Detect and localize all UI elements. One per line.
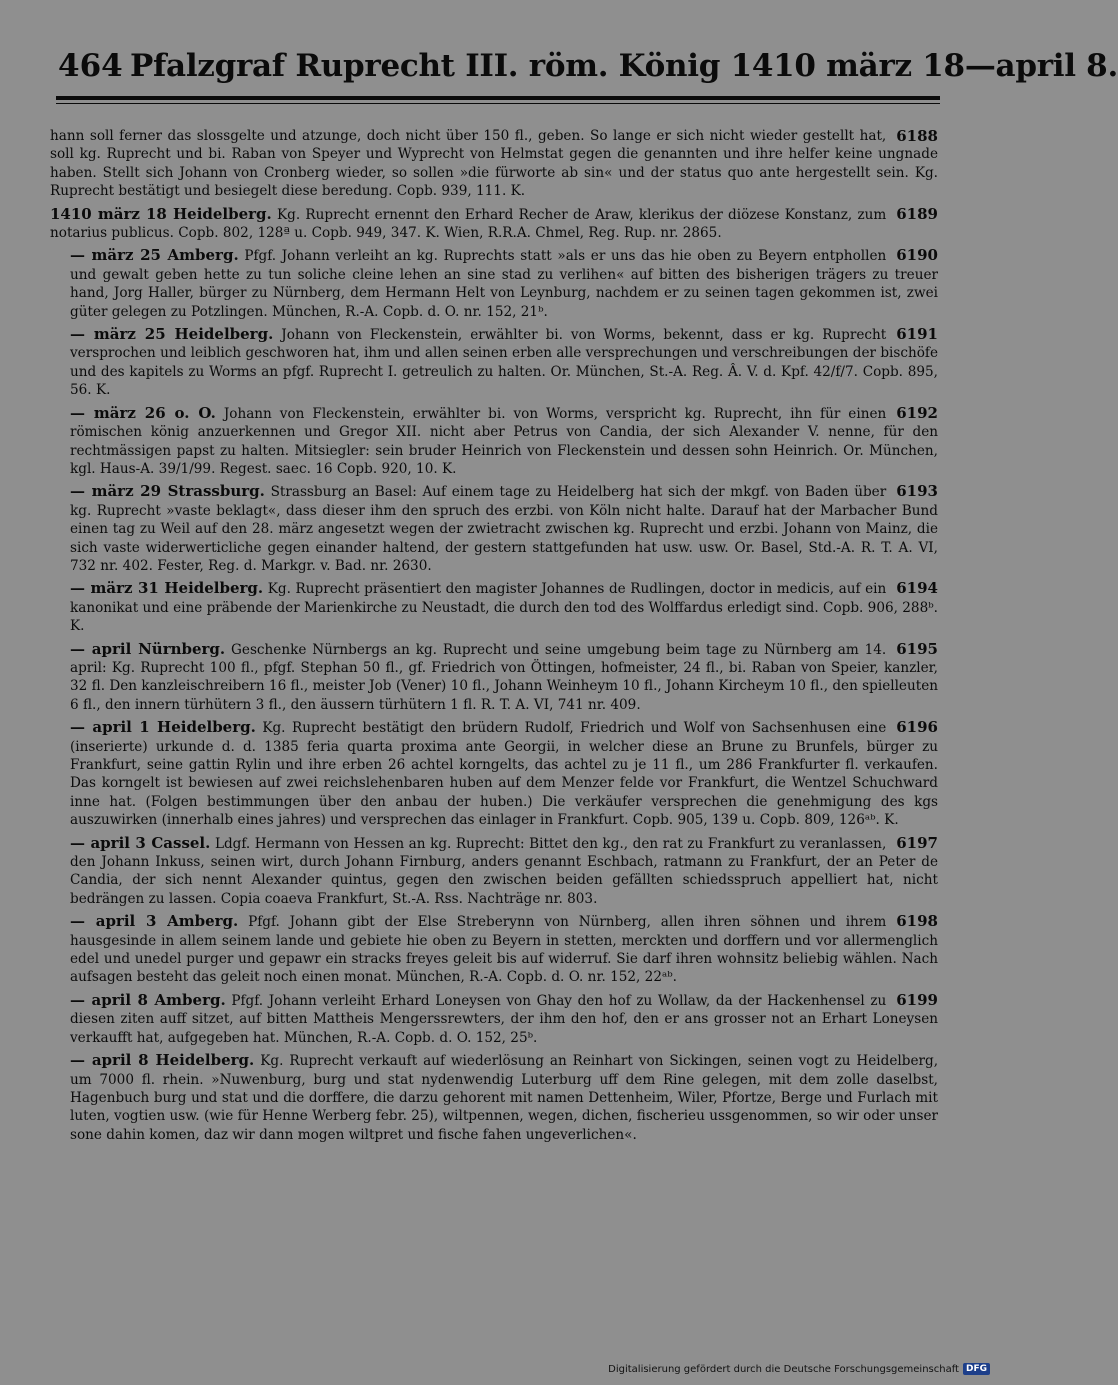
entry-number: 6195 [896, 639, 938, 658]
regest-entry [50, 246, 938, 321]
entry-body: Pfgf. Johann gibt der Else Streberynn von Nürnberg, allen ihren söhnen und ihrem hausgesinde in allem seinem lande und gebiete hie oben zu Beyern in stetten, merckten und dorffern und vor allermenglich edel und unedel purger und gepawr ein stracks freyes geleit bis auf widerruf. Sie darf ihren wohnsitz beliebig wählen. Nach aufsagen besteht das geleit noch einen monat. München, R.-A. Copb. d. O. nr. 152, 22ᵃᵇ. [70, 914, 938, 986]
dfg-logo: DFG [963, 1363, 990, 1375]
entry-number: 6197 [896, 833, 938, 852]
entry-heading: — märz 29 Strassburg. [70, 482, 265, 501]
entry-heading: — april Nürnberg. [70, 639, 226, 658]
regest-entry [50, 205, 938, 243]
entry-body: Pfgf. Johann verleiht an kg. Ruprechts statt »als er uns das hie oben zu Beyern entphollen und gewalt geben hette zu tun soliche cleine lehen an sine stad zu verlihen« auf bitten des bisherigen trägers zu treuer hand, Jorg Haller, bürger zu Nürnberg, dem Hermann Helt von Leynburg, nachdem er zu seinen tagen gekommen ist, zwei güter gelegen zu Potzlingen. München, R.-A. Copb. d. O. nr. 152, 21ᵇ. [70, 248, 938, 320]
regest-entry [50, 127, 938, 201]
entry-body: Ldgf. Hermann von Hessen an kg. Ruprecht: Bittet den kg., den rat zu Frankfurt zu veranlassen, den Johann Inkuss, seinen wirt, durch Johann Firnburg, anders genannt Eschbach, ratmann zu Frankfurt, der an Peter de Candia, der sich nennt Alexander quintus, gegen den zwischen beiden gefällten schiedsspruch appelliert hat, nicht bedrängen zu lassen. Copia coaeva Frankfurt, St.-A. Rss. Nachträge nr. 803. [70, 835, 938, 907]
entry-number: 6199 [896, 990, 938, 1009]
regest-entry [50, 640, 938, 715]
entry-number: 6194 [896, 579, 938, 598]
entry-body: hann soll ferner das slossgelte und atzunge, doch nicht über 150 fl., geben. So lange er sich nicht wieder gestellt hat, soll kg. Ruprecht und bi. Raban von Speyer und Wyprecht von Helmstat gegen die genannten und ihre helfer keine ungnade haben. Stellt sich Johann von Cronberg wieder, so sollen »die fürworte ab sin« und der status quo ante hergestellt sein. Kg. Ruprecht bestätigt und besiegelt diese beredung. Copb. 939, 111. K. [50, 128, 938, 200]
regest-entry [50, 404, 938, 479]
regest-entry [50, 991, 938, 1047]
entry-heading: — april 3 Amberg. [70, 912, 239, 931]
entry-number: 6188 [896, 127, 938, 145]
entry-heading: 1410 märz 18 Heidelberg. [50, 204, 272, 223]
regest-entry [50, 834, 938, 909]
entry-body: Kg. Ruprecht ernennt den Erhard Recher de Araw, klerikus der diözese Konstanz, zum notarius publicus. Copb. 802, 128ª u. Copb. 949, 347. K. Wien, R.R.A. Chmel, Reg. Rup. nr. 2865. [50, 206, 887, 242]
entry-number: 6193 [896, 482, 938, 501]
entry-heading: — april 1 Heidelberg. [70, 718, 256, 737]
entry-body: Kg. Ruprecht präsentiert den magister Johannes de Rudlingen, doctor in medicis, auf ein kanonikat und eine präbende der Marienkirche zu Neustadt, die durch den tod des Wolffardus erledigt sind. Copb. 906, 288ᵇ. K. [70, 581, 938, 635]
regest-entry [50, 718, 938, 829]
running-title: Pfalzgraf Ruprecht III. röm. König 1410 märz 18—april 8. [130, 48, 1118, 84]
regest-entry [50, 1051, 938, 1144]
entry-heading: — märz 25 Heidelberg. [70, 325, 274, 344]
entry-number: 6196 [896, 718, 938, 737]
footer [608, 1361, 990, 1377]
entry-heading: — märz 31 Heidelberg. [70, 579, 264, 598]
entry-body: Pfgf. Johann verleiht Erhard Loneysen von Ghay den hof zu Wollaw, da der Hackenhensel zu diesen ziten auff sitzet, auf bitten Mattheis Mengerssrewters, der ihm den hof, den er ans grosser not an Erhart Loneysen verkaufft hat, aufgegeben hat. München, R.-A. Copb. d. O. 152, 25ᵇ. [70, 992, 938, 1046]
entry-heading: — april 3 Cassel. [70, 833, 211, 852]
regest-entry [50, 912, 938, 987]
entry-body: Johann von Fleckenstein, erwählter bi. von Worms, verspricht kg. Ruprecht, ihn für einen römischen könig anzuerkennen und Gregor XII. nicht aber Petrus von Candia, der sich Alexander V. nenne, für den rechtmässigen papst zu halten. Mitsiegler: sein bruder Heinrich von Fleckenstein und dessen sohn Heinrich. Or. München, kgl. Haus-A. 39/1/99. Regest. saec. 16 Copb. 920, 10. K. [70, 405, 938, 477]
entry-body: Kg. Ruprecht verkauft auf wiederlösung an Reinhart von Sickingen, seinen vogt zu Heidelberg, um 7000 fl. rhein. »Nuwenburg, burg und stat nydenwendig Luterburg uff dem Rine gelegen, mit dem zolle daselbst, Hagenbuch burg und stat und die dorffere, die darzu gehorent mit namen Dettenheim, Wiler, Pfortze, Berge und Furlach mit luten, vogtien usw. (wie für Henne Werberg febr. 25), wiltpennen, wegen, dichen, fischerieu ussgenommen, so wir oder unser sone dahin komen, daz wir dann mogen wiltpret und fische fahen ungeverlichen«. [70, 1053, 939, 1143]
entry-heading: — april 8 Heidelberg. [70, 1051, 255, 1070]
entry-heading: — april 8 Amberg. [70, 990, 226, 1009]
entry-heading: — märz 25 Amberg. [70, 246, 239, 265]
regest-entry [50, 482, 938, 575]
regest-entry [50, 325, 938, 400]
regest-entry [50, 579, 938, 635]
entry-body: Strassburg an Basel: Auf einem tage zu Heidelberg hat sich der mkgf. von Baden über kg. Ruprecht »vaste beklagt«, dass dieser ihm den spruch des erzbi. von Köln nicht halte. Darauf hat der Marbacher Bund einen tag zu Weil auf den 28. märz angesetzt wegen der zwietracht zwischen kg. Ruprecht und erzbi. Johann von Mainz, die sich vaste widerwerticliche gegen einander haltend, der gestern stattgefunden hat usw. usw. Or. Basel, Std.-A. R. T. A. VI, 732 nr. 402. Fester, Reg. d. Markgr. v. Bad. nr. 2630. [70, 484, 938, 574]
footer-text: Digitalisierung gefördert durch die Deutsche Forschungsgemeinschaft [608, 1363, 959, 1375]
entry-body: Kg. Ruprecht bestätigt den brüdern Rudolf, Friedrich und Wolf von Sachsenhusen eine (inserierte) urkunde d. d. 1385 feria quarta proxima ante Georgii, in welcher diese an Brune zu Brunfels, bürger zu Frankfurt, seine gattin Rylin und ihre erben 26 achtel korngelts, das achtel zu je 11 fl., um 286 Frankfurter fl. verkaufen. Das korngelt ist bewiesen auf zwei reichslehenbaren huben auf dem Menzer felde vor Frankfurt, die Wentzel Schuchward inne hat. (Folgen bestimmungen über den anbau der huben.) Die verkäufer versprechen die genehmigung des kgs auszuwirken (innerhalb eines jahres) und versprechen das einlager in Frankfurt. Copb. 905, 139 u. Copb. 809, 126ᵃᵇ. K. [70, 720, 938, 829]
entry-number: 6189 [896, 204, 938, 223]
page-number: 464 [58, 48, 123, 84]
entry-number: 6191 [896, 325, 938, 344]
entry-heading: — märz 26 o. O. [70, 403, 216, 422]
entry-number: 6190 [896, 246, 938, 265]
page-header [58, 48, 1118, 92]
regesta-text [50, 127, 938, 1148]
entry-number: 6192 [896, 403, 938, 422]
header-rule-thin [56, 103, 940, 104]
entry-body: Johann von Fleckenstein, erwählter bi. von Worms, bekennt, dass er kg. Ruprecht versprochen und leiblich geschworen hat, ihm und allen seinen erben alle versprechungen und verschreibungen der bischöfe und des kapitels zu Worms an pfgf. Ruprecht I. getreulich zu halten. Or. München, St.-A. Reg. Â. V. d. Kpf. 42/f/7. Copb. 895, 56. K. [70, 327, 938, 399]
entry-body: Geschenke Nürnbergs an kg. Ruprecht und seine umgebung beim tage zu Nürnberg am 14. april: Kg. Ruprecht 100 fl., pfgf. Stephan 50 fl., gf. Friedrich von Öttingen, hofmeister, 24 fl., bi. Raban von Speier, kanzler, 32 fl. Den kanzleischreibern 16 fl., meister Job (Vener) 10 fl., Johann Weinheym 10 fl., Johann Kircheym 10 fl., den spielleuten 6 fl., den innern türhütern 3 fl., den äussern türhütern 1 fl. R. T. A. VI, 741 nr. 409. [70, 641, 938, 713]
entry-number: 6198 [896, 912, 938, 931]
header-rule-thick [56, 96, 940, 100]
